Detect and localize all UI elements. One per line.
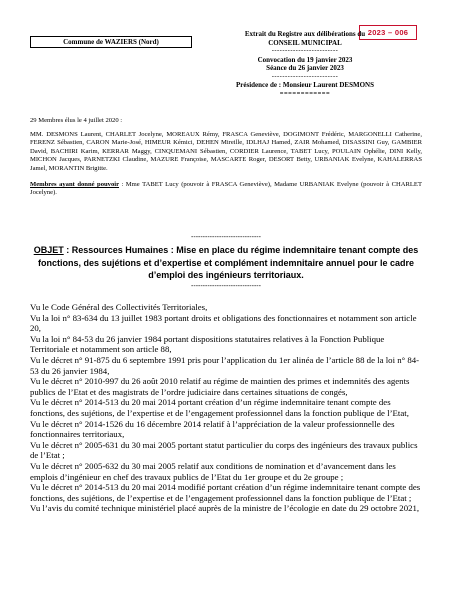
register-header [205,30,405,98]
vu-item: Vu la loi n° 83-634 du 13 juillet 1983 portant droits et obligations des fonctionnaires et notamment son article 20, [30,312,417,334]
register-title-line1: Extrait du Registre aux délibérations du [244,30,366,38]
membres-list: MM. DESMONS Laurent, CHARLET Jocelyne, MOREAUX Rémy, FRASCA Geneviève, DOGIMONT Frédéric, MARGONELLI Catherine, FERENZ Sébastien, CARON Marie-José, HIMEUR Kémici, DEHEN Mireille, IDLHAJ Hamed, ZAIR Mohamed, DISASSINI Guy, GAMBIER David, BACHIRI Karim, KERRAR Maggy, CINQUEMANI Sébastien, CORDIER Laurence, TABET Lucy, POULAIN Ophélie, DINI Kelly, MICHON Jacques, PARNETZKI Claudine, MAZURE Françoise, MASCARTE Roger, DESORT Betty, URBANIAK Evelyne, KAHALERRAS Jamel, MORANTIN Brigitte. [30,131,422,172]
vu-item: Vu l’avis du comité technique ministériel placé auprès de la ministre de l’écologie en date du 29 octobre 2021, [30,503,420,514]
seance-date: Séance du 26 janvier 2023 [266,64,344,72]
register-title-line2: CONSEIL MUNICIPAL [268,38,342,47]
objet-separator-bottom: ------------------------------ [191,283,261,290]
objet-paragraph [30,244,422,282]
presidence: Présidence de : Monsieur Laurent DESMONS [236,81,374,89]
vu-list [30,302,422,514]
header-separator-2: ------------------------- [271,72,339,80]
vu-item: Vu le décret n° 2014-1526 du 16 décembre 2014 relatif à l’appréciation de la valeur professionnelle des fonctionnaires territoriaux, [30,418,395,440]
pouvoir-text: : Mme TABET Lucy (pouvoir à FRASCA Geneviève), Madame URBANIAK Evelyne (pouvoir à CHARLET Jocelyne). [30,181,422,197]
pouvoir-paragraph [30,181,422,198]
vu-item: Vu le décret n° 2010-997 du 26 août 2010 relatif au régime de maintien des primes et indemnités des agents publics de l’Etat et des magistrats de l’ordre judiciaire dans certaines situations de congés, [30,376,410,397]
vu-item: Vu la loi n° 84-53 du 26 janvier 1984 portant dispositions statutaires relatives à la Fonction Publique Territoriale et notamment son article 88, [30,333,385,355]
reference-number-stamp: 2023 – 006 [359,25,417,40]
header-separator-1: ------------------------- [271,47,339,54]
commune-label: Commune de WAZIERS (Nord) [30,36,192,48]
pouvoir-label: Membres ayant donné pouvoir [30,181,120,188]
objet-label: OBJET [33,245,64,255]
vu-item: Vu le Code Général des Collectivités Territoriales, [30,302,208,312]
objet-text: : Ressources Humaines : Mise en place du régime indemnitaire tenant compte des fonctions, des sujétions et d’expertise et complément indemnitaire annuel pour le cadre d’emploi des ingénieurs territoriaux. [37,245,419,280]
vu-item: Vu le décret n° 2014-513 du 20 mai 2014 modifié portant création d’un régime indemnitaire tenant compte des fonctions, des sujétions, de l’expertise et de l’engagement professionnel dans la fonction publique de l’Etat ; [30,482,421,503]
membres-elus: 29 Membres élus le 4 juillet 2020 : [30,117,123,124]
convocation-date: Convocation du 19 janvier 2023 [257,55,353,64]
objet-separator-top: ------------------------------ [191,234,261,241]
vu-item: Vu le décret n° 2005-631 du 30 mai 2005 portant statut particulier du corps des ingénieurs des travaux publics de l’Etat ; [30,439,418,461]
vu-item: Vu le décret n° 2014-513 du 20 mai 2014 portant création d’un régime indemnitaire tenant compte des fonctions, des sujétions, de l’expertise et de l’engagement professionnel dans la fonction publique de l’Etat, [30,397,409,418]
header-separator-3: ============ [279,89,331,97]
vu-item: Vu le décret n° 91-875 du 6 septembre 1991 pris pour l’application du 1er alinéa de l’article 88 de la loi n° 84-53 du 26 janvier 1984, [30,354,420,376]
vu-item: Vu le décret n° 2005-632 du 30 mai 2005 relatif aux conditions de nomination et d’avancement dans les emplois d’ingénieur en chef des travaux publics de l’Etat du 1er groupe et du 2e groupe ; [30,460,396,482]
